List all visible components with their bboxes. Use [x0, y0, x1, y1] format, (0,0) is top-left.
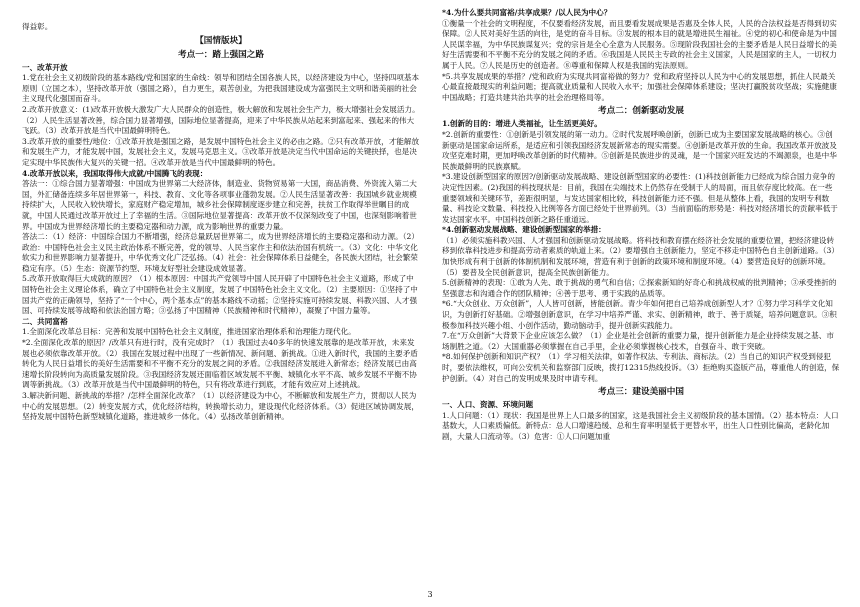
right-paragraph: *3.建设创新型国家的原因?/创新驱动发展战略、建设创新型国家的必要性：(1)科技创新能力已经成为综合国力竞争的决定性因素。(2)我国的科技现状是：目前，我国在尖端技术上仍然存在受制于人的局面，而且依存度比较高。在一些重要领域和关键环节，差距很明显，与发达国家相比较，科技创新能力还不强。但是从整体上看，我国的发明专利数量、科技论文数量、科技投入比例等各方面已经处于世界前列。（3）当前面临的形势是：科技对经济增长的贡献率低于发达国家水平。中国科技创新之路任重道远。 [442, 172, 838, 224]
left-paragraph: 1.党在社会主义初级阶段的基本路线/党和国家的生命线：领导和团结全国各族人民，以经济建设为中心，坚持四项基本原则（立国之本），坚持改革开放（强国之路），自力更生，艰苦创业，为把我国建设成为富强民主文明和谐美丽的社会主义现代化强国而奋斗。 [22, 73, 420, 104]
left-paragraph: 答法一：①综合国力显著增强：中国成为世界第二大经济体，制造业、货物贸易第一大国，商品消费、外资流入第二大国，外汇储备连续多年居世界第一，科技、教育、文化等各项事业蓬勃发展。②人民生活显著改善：我国城乡就业规模持续扩大，人民收入较快增长，家庭财产稳定增加，城乡社会保障制度逐步建立和完善，扶贫工作取得举世瞩目的成就，中国人民通过改革开放过上了幸福的生活。③国际地位显著提高：改革开放不仅深刻改变了中国，也深刻影响着世界。中国成为世界经济增长的主要稳定器和动力源，成为影响世界的重要力量。 [22, 179, 417, 231]
left-paragraph: 二、共同富裕 [22, 316, 68, 326]
right-paragraph: *4.为什么要共同富裕/共享成果？/以人民为中心？ [442, 8, 612, 17]
right-paragraph: （1）必须实施科教兴国、人才强国和创新驱动发展战略。将科技和教育摆在经济社会发展的重要位置，把经济建设转移到依靠科技进步和提高劳动者素质的轨道上来。（2）要增强自主创新能力，坚定不移走中国特色自主创新道路。（3）加快形成有利于创新的体制机制和发展环境，营造有利于创新的政策环境和制度环境。（4）要营造良好的创新环境。（5）要普及全民创新意识，提高全民族创新能力。 [442, 235, 839, 277]
left-column [22, 22, 420, 423]
left-paragraph: 4.改革开放以来，我国取得伟大成就/中国腾飞的表现： [22, 168, 208, 178]
right-paragraph: ①衡量一个社会的文明程度，不仅要看经济发展，而且要看发展成果是否惠及全体人民，人民的合法权益是否得到切实保障。②人民对美好生活的向往，是党的奋斗目标。③发展的根本目的就是增进民生福祉。④党的初心和使命是为中国人民谋幸福，为中华民族谋复兴；党的宗旨是全心全意为人民服务。⑤现阶段我国社会的主要矛盾是人民日益增长的美好生活需要和不平衡不充分的发展之间的矛盾。⑥我国是人民民主专政的社会主义国家，人民是国家的主人，一切权力属于人民。⑦人民是历史的创造者。⑧尊重和保障人权是我国的宪法原则。 [442, 18, 837, 70]
left-paragraph: *2.全面深化改革的原因？/改革只有进行时，没有完成时？（1）我国过去40多年的快速发展靠的是改革开放，未来发展也必须依靠改革开放。（2）我国在发展过程中出现了一些新情况、新问题、新挑战。①进入新时代，我国的主要矛盾转化为人民日益增长的美好生活需要和不平衡不充分的发展之间的矛盾。②我国经济发展进入新常态；经济发展已由高速增长阶段转向为高质量发展阶段。③我国经济发展还面临着区域发展不平衡、城镇化水平不高、城乡发展不平衡不协调等新挑战。（3）改革开放是当代中国最鲜明的特色，只有将改革进行到底，才能有效应对上述挑战。 [22, 338, 418, 390]
left-paragraph: 得益彰。 [22, 22, 53, 31]
right-column [442, 8, 840, 443]
right-paragraph: *2.创新的重要性：①创新是引领发展的第一动力。②时代发展呼唤创新，创新已成为主要国家发展战略的核心。③创新驱动是国家命运所系，是适应和引领我国经济发展新常态的现实需要。④创新是改革开放的生命。我国改革开放波及攻坚克难时期，更加呼唤改革创新的时代精神。⑤创新是民族进步的灵魂，是一个国家兴旺发达的不竭源泉，也是中华民族最鲜明的民族禀赋。 [442, 129, 837, 171]
page-number: 3 [427, 590, 433, 599]
left-paragraph: 一、改革开放 [22, 62, 68, 72]
left-paragraph: 考点一：踏上强国之路 [178, 49, 264, 60]
left-paragraph: 5.改革开放取得巨大成就的原因？（1）根本原因：中国共产党领导中国人民开辟了中国特色社会主义道路，形成了中国特色社会主义理论体系，确立了中国特色社会主义制度，发展了中国特色社会主义文化。（2）主要原因：①坚持了中国共产党的正确领导，坚持了“一个中心，两个基本点”的基本路线不动摇；②坚持实施可持续发展、科教兴国、人才强国、可持续发展等战略和依法治国方略；③弘扬了中国精神（民族精神和时代精神），凝聚了中国力量等。 [22, 274, 418, 316]
right-paragraph: 考点三：建设美丽中国 [598, 387, 684, 398]
left-paragraph: 答法二：（1）经济：中国综合国力不断增强，经济总量跃居世界第二，成为世界经济增长的主要稳定器和动力源。（2）政治：中国特色社会主义民主政治体系不断完善，党的领导、人民当家作主和依法治国有机统一。（3）文化：中华文化软实力和世界影响力显著提升，中华优秀文化广泛弘扬。（4）社会：社会保障体系日益健全，各民族大团结，社会繁荣稳定有序。（5）生态：资源节约型、环境友好型社会建设成效显著。 [22, 232, 419, 273]
left-paragraph: 3.改革开放的重要性/地位：①改革开放是强国之路，是发展中国特色社会主义的必由之路。②只有改革开放，才能解放和发展生产力，才能发展中国，发展社会主义，发展马克思主义。③改革开放是决定当代中国命运的关键抉择，也是决定实现中华民族伟大复兴的关键一招。④改革开放是当代中国最鲜明的特色。 [22, 136, 420, 167]
left-paragraph: 【国情版块】 [195, 35, 247, 46]
right-paragraph: *5.共享发展成果的举措？/党和政府为实现共同富裕做的努力？党和政府坚持以人民为中心的发展思想，抓住人民最关心最直接最现实的利益问题；提高就业质量和人民收入水平；加强社会保障体系建设；坚决打赢脱贫攻坚战；实施健康中国战略；打造共建共治共享的社会治理格局等。 [442, 71, 837, 102]
left-paragraph: 3.解决新问题、新挑战的举措？/怎样全面深化改革？（1）以经济建设为中心，不断解放和发展生产力，贯彻以人民为中心的发展思想。（2）转变发展方式，优化经济结构，转换增长动力，建设现代化经济体系。（3）促进区域协调发展，坚持发展中国特色新型城镇化道路，推进城乡一体化。（4）弘扬改革创新精神。 [22, 391, 419, 422]
right-paragraph: *8.如何保护创新和知识产权？（1）学习相关法律，如著作权法、专利法、商标法。（2）当自己的知识产权受到侵犯时，要依法维权，可向公安机关和监察部门反映，拨打12315热线投诉。（3）拒绝购买盗版产品，尊重他人的创造，保护创新。（4）对自己的发明成果及时申请专利。 [442, 352, 840, 383]
right-paragraph: 7.在“万众创新”大背景下企业应该怎么做？（1）企业是社会创新的重要力量，提升创新能力是企业持续发展之基、市场制胜之道。（2）大国重器必须掌握在自己手里，企业必须掌握核心技术，自强奋斗、敢于突破。 [442, 331, 834, 351]
right-paragraph: *4.创新驱动发展战略、建设创新型国家的举措： [442, 225, 606, 235]
right-paragraph: 1.人口问题：（1）现状：我国是世界上人口最多的国家，这是我国社会主义初级阶段的基本国情。（2）基本特点：人口基数大，人口素质偏低。新特点：总人口增速趋缓、总和生育率明显低于更替水平，出生人口性别比偏高，老龄化加剧，大量人口流动等。（3）危害：①人口问题加重 [442, 410, 839, 441]
right-paragraph: 一、人口、资源、环境问题 [442, 400, 534, 410]
right-paragraph: 考点二：创新驱动发展 [598, 106, 684, 117]
right-paragraph: *6.“大众创业、万众创新”，人人皆可创新，皆能创新。青少年如何把自己培养成创新型人才？①努力学习科学文化知识，为创新打好基础。②增强创新意识，在学习中培养严谨、求实、创新精神，敢于、善于质疑，培养问题意识。③积极参加科技兴趣小组、小创作活动，勤动脑动手，提升创新实践能力。 [442, 299, 837, 330]
right-paragraph: 5.创新精神的表现：①敢为人先、敢于挑战的勇气和自信；②探索新知的好奇心和挑战权威的批判精神；③承受挫折的坚强意志和沟通合作的团队精神；④善于思考、勇于实践的品质等。 [442, 278, 837, 298]
left-paragraph: 2.改革开放意义：(1)改革开放极大激发广大人民群众的创造性，极大解放和发展社会生产力，极大增强社会发展活力。（2）人民生活显著改善，综合国力显著增强，国际地位显著提高，迎来了中华民族从站起来到富起来、强起来的伟大飞跃。（3）改革开放是当代中国最鲜明特色。 [22, 104, 420, 136]
right-paragraph: 1.创新的目的：增进人类福祉，让生活更美好。 [442, 119, 602, 129]
left-paragraph: 1.全面深化改革总目标：完善和发展中国特色社会主义制度，推进国家治理体系和治理能力现代化。 [22, 327, 356, 337]
